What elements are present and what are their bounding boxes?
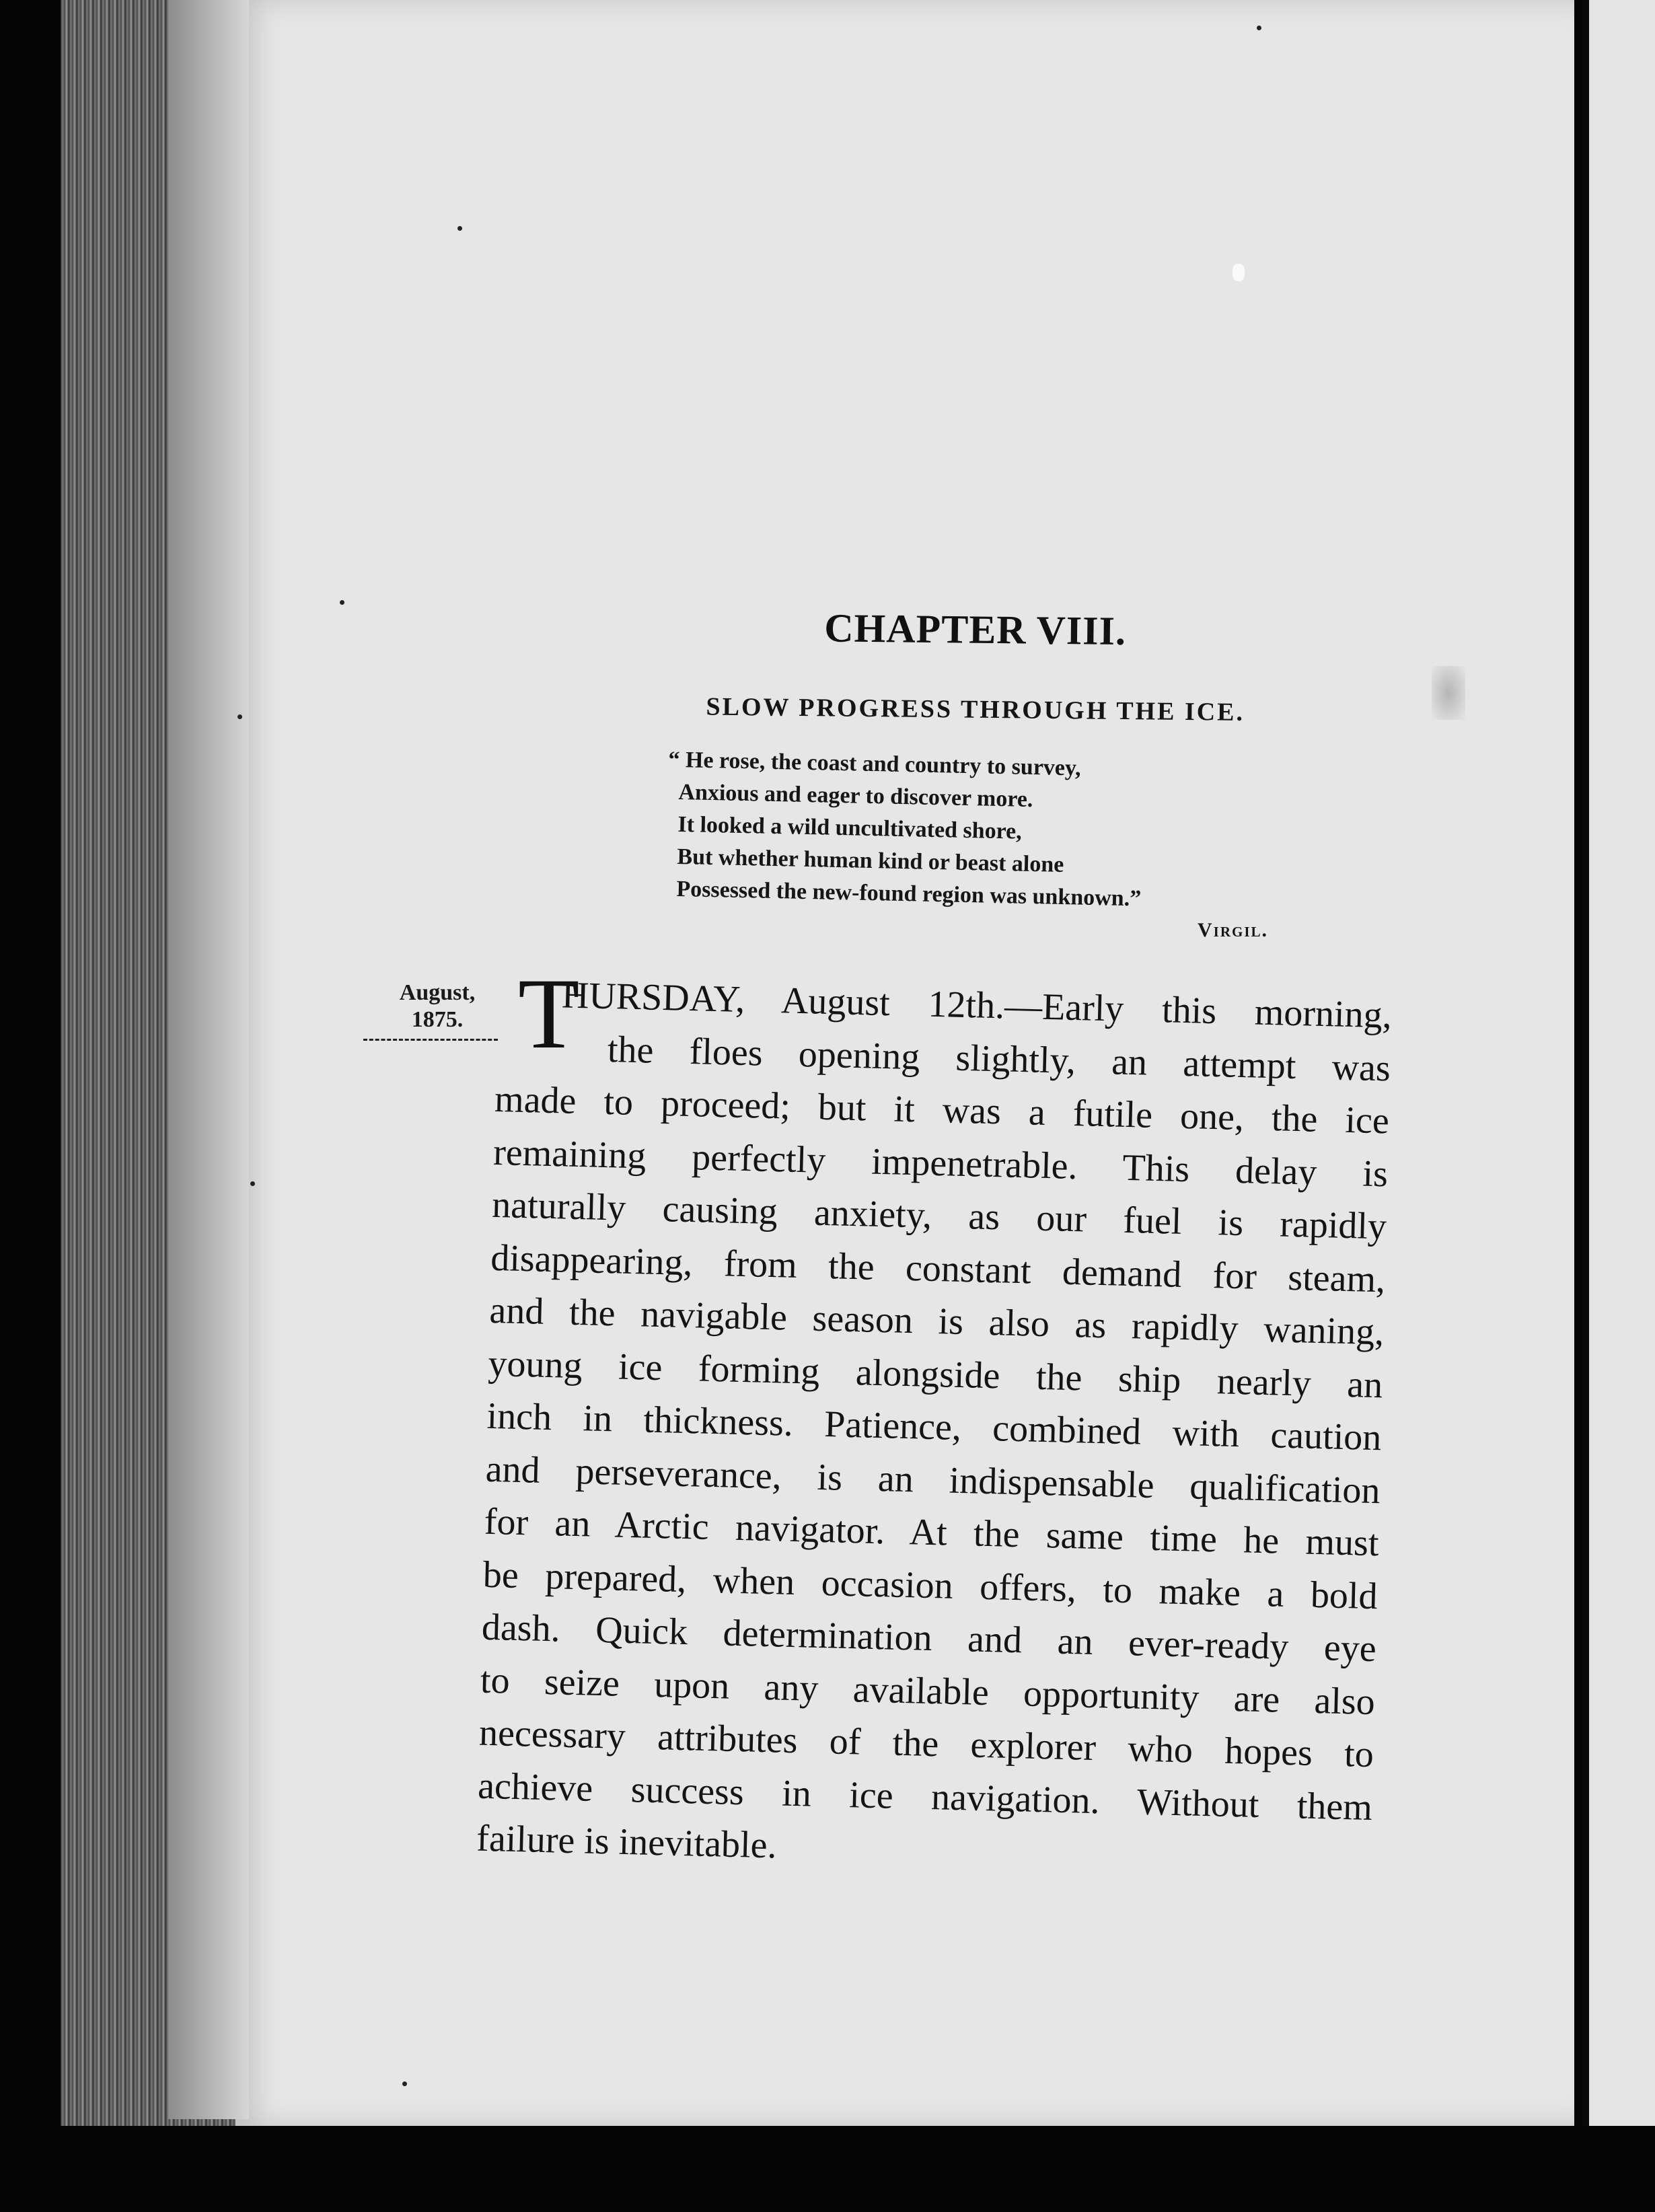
body-line: the floes opening slightly, an attempt was [607,1028,1391,1089]
drop-cap-letter: T [518,958,580,1070]
body-line: naturally causing anxiety, as our fuel is rapidly [491,1183,1387,1248]
scan-highlight-speck [1233,264,1245,281]
body-line: remaining perfectly impenetrable. This delay is [492,1131,1389,1195]
body-line: made to proceed; but it was a futile one, the ice [494,1078,1390,1142]
body-line: disappearing, from the constant demand for steam, [490,1237,1386,1300]
epigraph-attribution: Virgil. [1198,919,1269,941]
scan-speck [237,714,242,719]
body-line: for an Arctic navigator. At the same time he must [484,1500,1380,1565]
adjacent-page [1582,0,1655,2146]
body-line: and perseverance, is an indispensable qualification [485,1448,1381,1512]
body-line: failure is inevitable. [476,1817,778,1867]
epigraph-line: “ He rose, the coast and country to survey, [668,747,1081,781]
scan-speck [250,1181,255,1186]
body-line: be prepared, when occasion offers, to make a bold [482,1553,1378,1617]
body-line: inch in thickness. Patience, combined with caution [486,1395,1383,1459]
body-paragraph [476,967,1392,1887]
epigraph-line: But whether human kind or beast alone [677,844,1064,878]
body-line: HURSDAY, August 12th.—Early this morning, [561,974,1393,1037]
epigraph-line: Possessed the new-found region was unknown.” [676,876,1142,912]
body-line: dash. Quick determination and an ever-ready eye [481,1606,1377,1670]
epigraph [668,744,1312,919]
scan-speck [457,226,462,231]
chapter-subtitle: SLOW PROGRESS THROUGH THE ICE. [706,692,1245,727]
epigraph-line: Anxious and eager to discover more. [678,779,1033,813]
body-line: and the navigable season is also as rapidly waning, [488,1289,1385,1354]
scan-bottom-band [0,2126,1655,2212]
epigraph-line: It looked a wild uncultivated shore, [677,811,1023,844]
scan-speck [1257,26,1261,30]
page-gutter-shadow [168,0,249,2119]
body-line: young ice forming alongside the ship nearly an [487,1342,1383,1406]
body-line: to seize upon any available opportunity are also [480,1659,1376,1723]
scan-speck [340,600,344,605]
scan-smudge [1432,666,1465,720]
margin-note-month: August, [399,980,476,1005]
margin-date-note [377,980,498,1041]
body-line: achieve success in ice navigation. Without them [477,1765,1373,1829]
margin-note-rule [363,1039,498,1041]
body-line: necessary attributes of the explorer who hopes to [478,1711,1374,1776]
chapter-title: CHAPTER VIII. [823,605,1127,654]
scan-speck [402,2081,407,2086]
margin-note-year: 1875. [411,1007,464,1032]
